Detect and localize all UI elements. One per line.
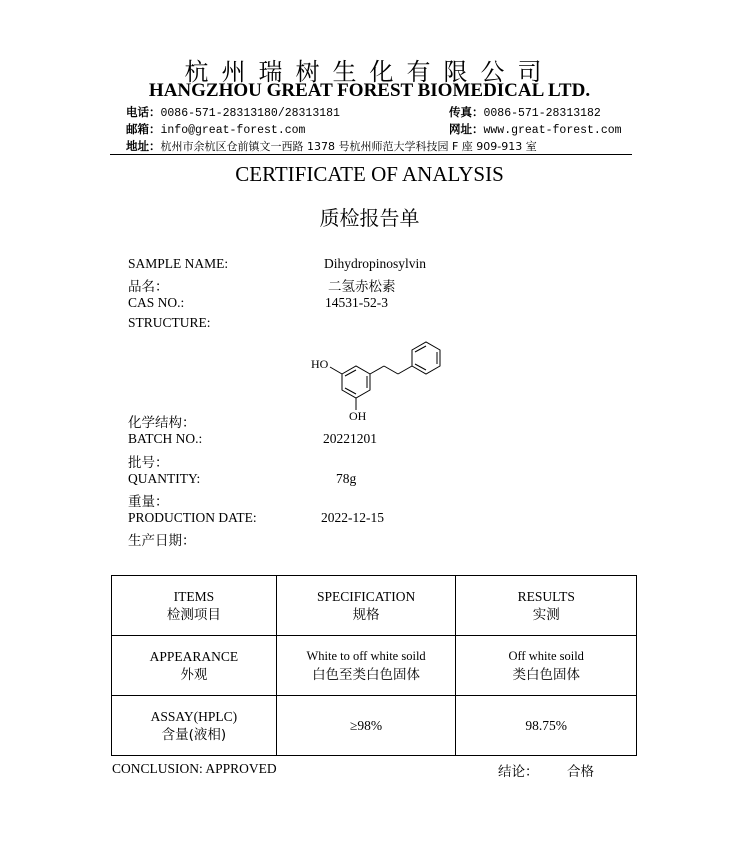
quantity-cn-label: 重量： [128,494,169,510]
email-line [126,121,305,137]
assay-result-cell: 98.75% [456,696,637,756]
assay-spec-cell: ≥98% [276,696,456,756]
production-date-cn-label: 生产日期： [128,533,196,549]
phone-label: 电话： [126,105,161,119]
batch-cn-label: 批号： [128,455,169,471]
header-divider [110,154,632,155]
header-items [112,576,277,636]
website-value: www.great-forest.com [483,124,622,137]
sample-name-cn-label: 品名： [128,279,169,295]
document-title-en: CERTIFICATE OF ANALYSIS [235,162,504,186]
batch-label: BATCH NO.: [128,431,203,446]
header-specification [276,576,456,636]
company-name-en: HANGZHOU GREAT FOREST BIOMEDICAL LTD. [148,80,591,101]
website-label: 网址： [449,122,484,136]
company-name-cn: 杭州瑞树生化有限公司 [184,58,555,86]
email-label: 邮箱： [126,122,161,136]
ho-group-label: HO [311,357,329,371]
sample-name-label: SAMPLE NAME: [128,256,229,271]
header-items-en: ITEMS [173,588,215,604]
cas-value: 14531-52-3 [325,295,388,310]
header-specification-cn: 规格 [352,606,380,623]
assay-item-cn: 含量(液相) [161,726,227,743]
appearance-spec-cell [276,636,456,696]
sample-name-cn-value: 二氢赤松素 [328,279,396,295]
email-value: info@great-forest.com [160,124,306,137]
fax-label: 传真： [449,105,484,119]
fax-line [449,104,601,120]
sample-name-value: Dihydropinosylvin [324,256,427,271]
fax-value: 0086-571-28313182 [483,107,601,120]
appearance-item-cell [112,636,277,696]
appearance-item-cn: 外观 [180,666,208,683]
appearance-spec-en: White to off white soild [306,648,426,663]
assay-item-en: ASSAY(HPLC) [150,708,238,724]
website-line [449,121,622,137]
batch-value: 20221201 [323,431,377,446]
appearance-result-cn: 类白色固体 [512,666,580,683]
conclusion-cn-value: 合格 [567,764,594,780]
phone-value: 0086-571-28313180/28313181 [160,107,340,120]
production-date-label: PRODUCTION DATE: [128,510,257,525]
table-row [112,696,637,756]
cas-label: CAS NO.: [128,295,185,310]
phenol-ring [342,366,370,398]
chemical-structure [300,330,460,425]
conclusion-en: CONCLUSION: APPROVED [112,761,277,776]
structure-label: STRUCTURE: [128,315,211,330]
results-table [111,575,637,756]
quantity-label: QUANTITY: [128,471,201,486]
table-header-row [112,576,637,636]
oh-group-label: OH [349,409,367,423]
phenyl-ring [412,342,440,374]
address-label: 地址： [126,139,161,153]
address-value: 杭州市余杭区仓前镇文一西路 1378 号杭州师范大学科技园 F 座 909-913 室 [160,140,537,153]
header-specification-en: SPECIFICATION [316,588,416,604]
document-title-cn: 质检报告单 [319,206,420,230]
appearance-result-cell [456,636,637,696]
header-results-cn: 实测 [532,606,560,623]
header-results [456,576,637,636]
production-date-value: 2022-12-15 [321,510,384,525]
header-results-en: RESULTS [517,588,575,604]
phone-line [126,104,340,120]
structure-cn-label: 化学结构： [128,415,196,431]
header-items-cn: 检测项目 [166,606,221,623]
conclusion-cn-label: 结论： [498,764,539,780]
appearance-spec-cn: 白色至类白色固体 [312,666,421,683]
quantity-value: 78g [336,471,357,486]
address-line [126,138,537,154]
assay-item-cell [112,696,277,756]
appearance-result-en: Off white soild [508,648,584,663]
appearance-item-en: APPEARANCE [149,648,239,664]
table-row [112,636,637,696]
